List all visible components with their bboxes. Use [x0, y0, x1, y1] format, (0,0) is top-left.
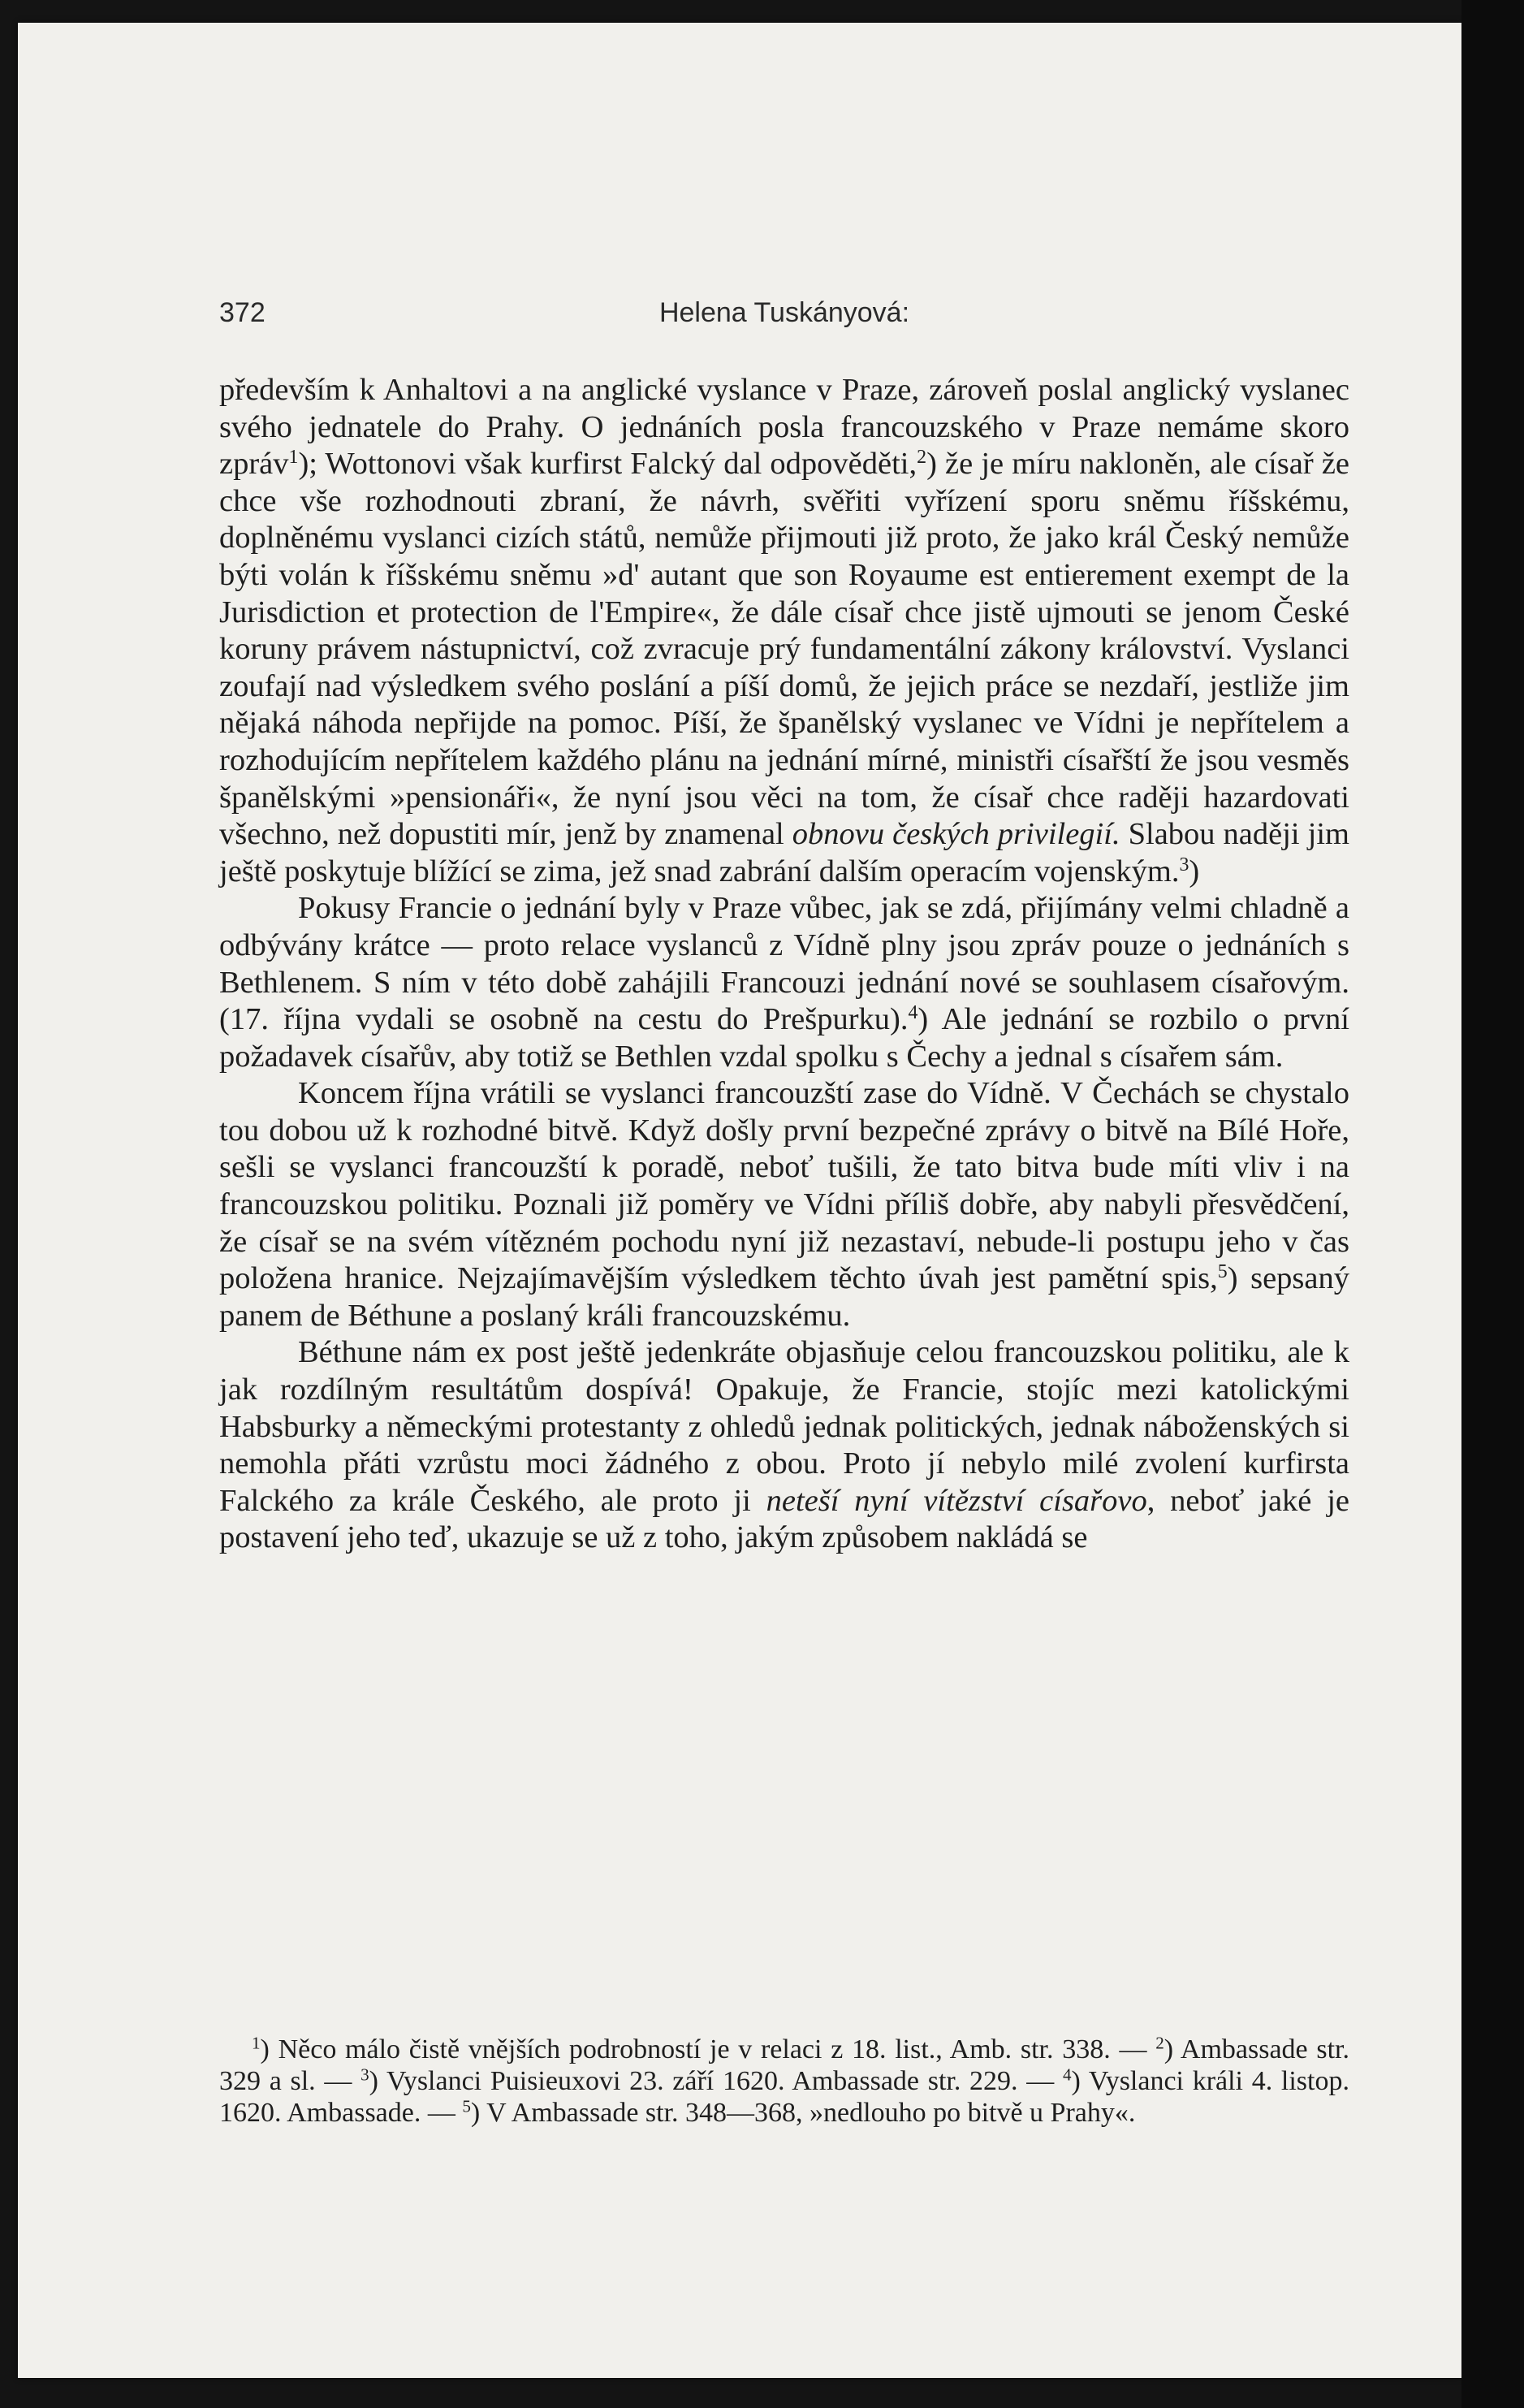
footnote-paragraph [219, 2034, 1349, 2129]
text-run: ) Ale jednání se rozbilo o první požadavek císařův, aby totiž se Bethlen vzdal spolku s Čechy a jednal s císařem sám. [219, 1002, 1349, 1074]
footnote-reference: 3 [1179, 854, 1189, 875]
paragraph [219, 1075, 1349, 1334]
text-run: , neboť jaké je postavení jeho teď, ukazuje se už z toho, jakým způsobem nakládá se [219, 1483, 1349, 1555]
text-run: ) Ambassade str. 329 a sl. — [219, 2034, 1349, 2096]
footnote-reference: 4 [908, 1001, 918, 1023]
text-run: ) Vyslanci králi 4. listop. 1620. Ambassade. — [219, 2066, 1349, 2128]
running-title: Helena Tuskányová: [658, 297, 910, 328]
italic-text: obnovu českých privilegií. [792, 817, 1120, 852]
text-run: ) V Ambassade str. 348—368, »nedlouho po bitvě u Prahy«. [470, 2098, 1136, 2128]
body-text [219, 372, 1349, 1557]
footnote-reference: 5 [462, 2096, 471, 2116]
text-run: ) Vyslanci Puisieuxovi 23. září 1620. Ambassade str. 229. — [369, 2066, 1063, 2096]
footnote-reference: 2 [1155, 2033, 1164, 2053]
footnote-reference: 2 [917, 447, 927, 469]
paragraph [219, 890, 1349, 1075]
footnote-reference: 4 [1062, 2064, 1072, 2085]
paragraph [219, 372, 1349, 890]
footnotes [219, 2034, 1349, 2129]
page-number: 372 [219, 297, 266, 328]
footnote-reference: 1 [288, 447, 299, 469]
footnote-reference: 1 [252, 2033, 261, 2053]
page-header [219, 297, 1349, 338]
text-run: Koncem října vrátili se vyslanci francouzští zase do Vídně. V Čechách se chystalo tou dobou už k rozhodné bitvě. Když došly první bezpečné zprávy o bitvě na Bílé Hoře, sešli se vyslanci francouzští k poradě, neboť tušili, že tato bitva bude míti vliv i na francouzskou politiku. Poznali již poměry ve Vídni příliš dobře, aby nabyli přesvědčení, že císař se na svém vítězném pochodu nyní již nezastaví, nebude-li postupu jeho v čas položena hranice. Nejzajímavějším výsledkem těchto úvah jest pamětní spis, [219, 1076, 1349, 1296]
text-run: ) sepsaný panem de Béthune a poslaný králi francouzskému. [219, 1261, 1349, 1333]
text-run: ); Wottonovi však kurfirst Falcký dal odpověděti, [298, 447, 917, 482]
footnote-reference: 3 [360, 2064, 369, 2085]
book-page [18, 23, 1461, 2378]
text-run: především k Anhaltovi a na anglické vyslance v Praze, zároveň poslal anglický vyslanec svého jednatele do Prahy. O jednáních posla francouzského v Praze nemáme skoro zpráv [219, 373, 1349, 482]
text-run: Béthune nám ex post ještě jedenkráte objasňuje celou francouzskou politiku, ale k jak rozdílným resultátům dospívá! Opakuje, že Francie, stojíc mezi katolickými Habsburky a německými protestanty z ohledů jednak politických, jednak náboženských si nemohla přáti vzrůstu moci žádného z obou. Proto jí nebylo milé zvolení kurfirsta Falckého za krále Českého, ale proto ji [219, 1335, 1349, 1518]
text-run: ) že je míru nakloněn, ale císař že chce vše rozhodnouti zbraní, že návrh, svěřiti vyřízení sporu sněmu říšskému, doplněnému vyslanci cizích států, nemůže přijmouti již proto, že jako král Český nemůže býti volán k říšskému sněmu »d' autant que son Royaume est entierement exempt de la Jurisdiction et protection de l'Empire«, že dále císař chce jistě ujmouti se jenom České koruny právem nástupnictví, což zvracuje prý fundamentální zákony království. Vyslanci zoufají nad výsledkem svého poslání a píší domů, že jejich práce se nezdaří, jestliže jim nějaká náhoda nepřijde na pomoc. Píší, že španělský vyslanec ve Vídni je nepřítelem a rozhodujícím nepřítelem každého plánu na jednání mírné, ministři císařští že jsou vesměs španělskými »pensionáři«, že nyní jsou věci na tom, že císař chce raději hazardovati všechno, než dopustiti mír, jenž by znamenal [219, 447, 1350, 852]
text-run: ) Něco málo čistě vnějších podrobností je v relaci z 18. list., Amb. str. 338. — [260, 2034, 1156, 2064]
text-run: Slabou naději jim ještě poskytuje blížící se zima, jež snad zabrání dalším operacím vojenským. [219, 817, 1349, 888]
scan-border [1461, 0, 1524, 2408]
text-run: Pokusy Francie o jednání byly v Praze vůbec, jak se zdá, přijímány velmi chladně a odbývány krátce — proto relace vyslanců z Vídně plny jsou zpráv pouze o jednáních s Bethlenem. S ním v této době zahájili Francouzi jednání nové se souhlasem císařovým. (17. října vydali se osobně na cestu do Prešpurku). [219, 891, 1349, 1037]
paragraph [219, 1334, 1349, 1557]
footnote-reference: 5 [1217, 1261, 1228, 1283]
italic-text: neteší nyní vítězství císařovo [766, 1483, 1147, 1518]
text-run: ) [1189, 854, 1200, 888]
